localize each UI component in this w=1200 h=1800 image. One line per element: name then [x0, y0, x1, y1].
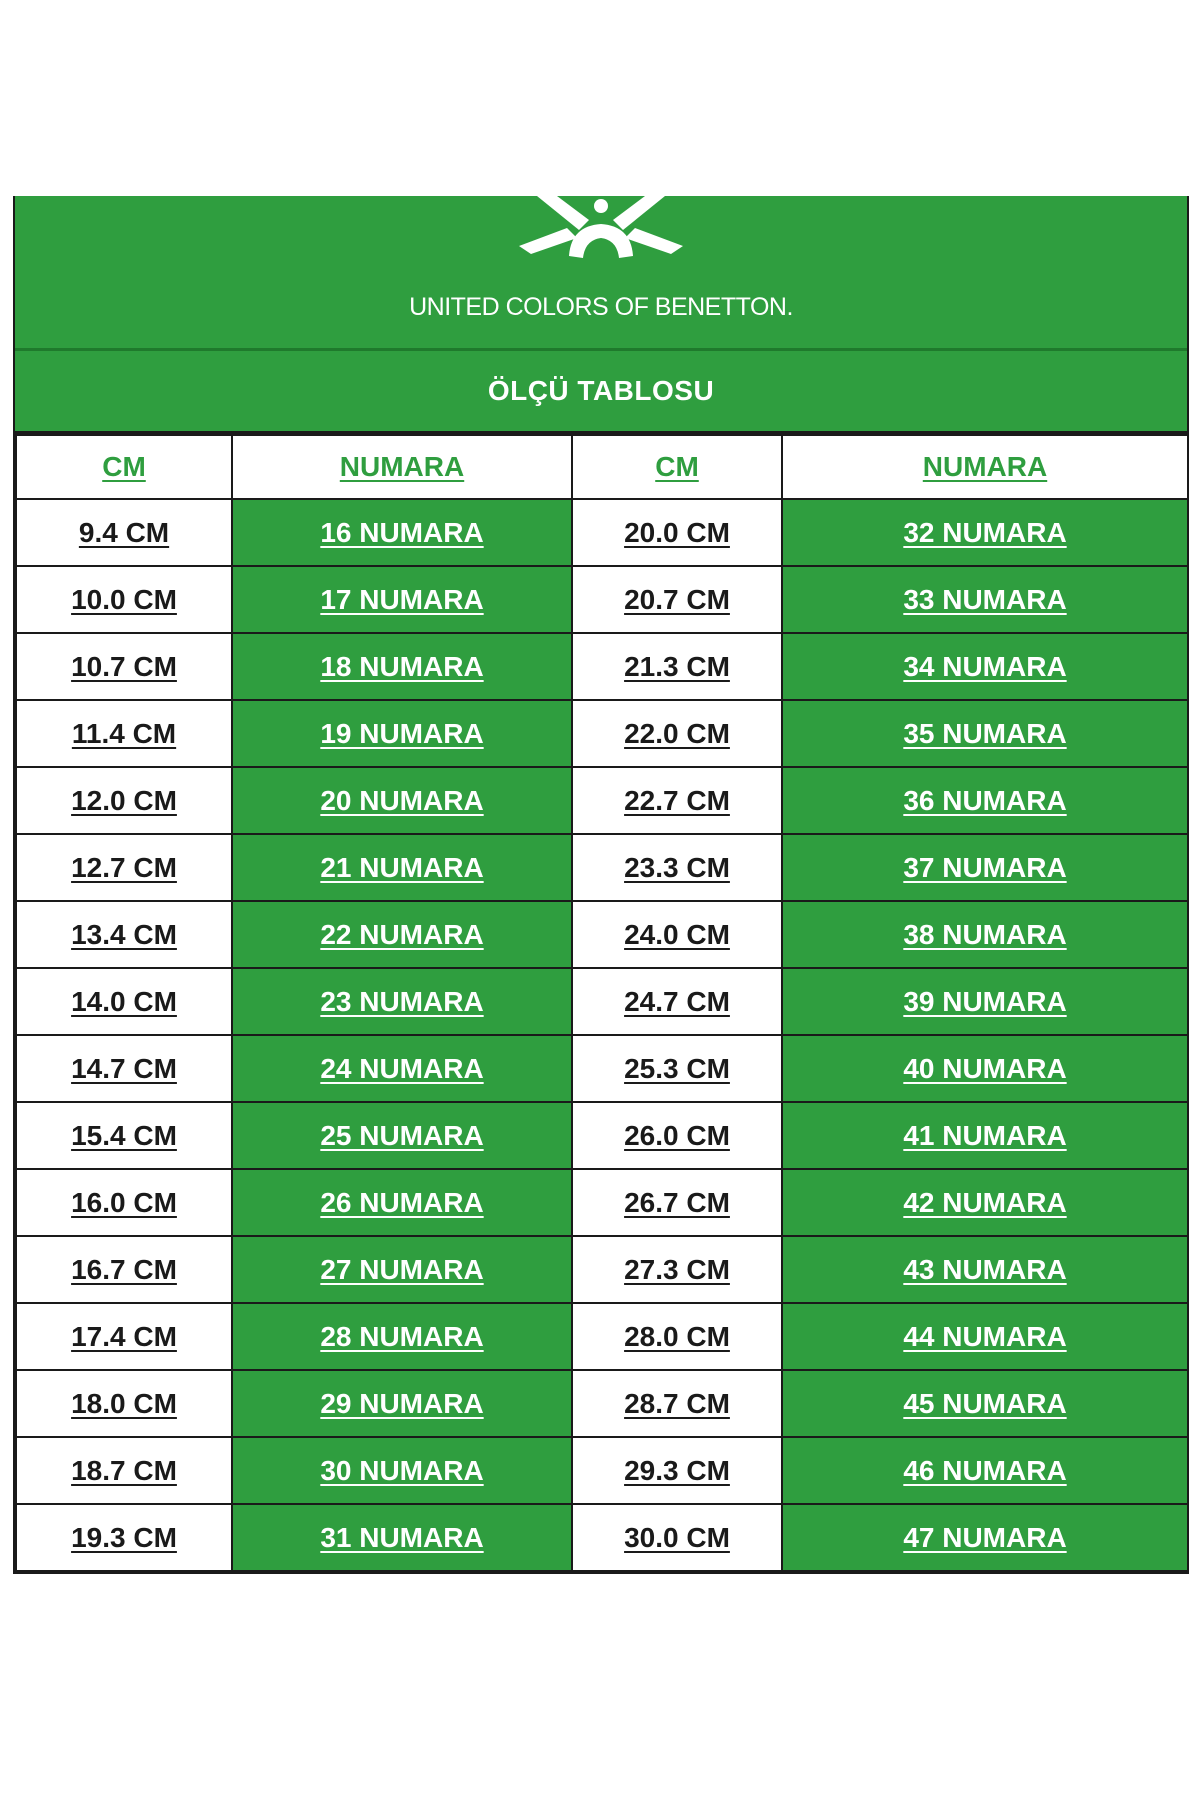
cell-cm-left: 9.4 CM [16, 499, 232, 566]
cell-cm-right: 25.3 CM [572, 1035, 782, 1102]
size-chart [13, 196, 1189, 1574]
cell-cm-right: 20.7 CM [572, 566, 782, 633]
brand-name: UNITED COLORS OF BENETTON. [409, 293, 793, 321]
table-title: ÖLÇÜ TABLOSU [487, 375, 715, 406]
cell-numara-left: 22 NUMARA [232, 901, 572, 968]
header-cm-2: CM [572, 435, 782, 499]
cell-numara-right: 45 NUMARA [782, 1370, 1188, 1437]
cell-cm-left: 13.4 CM [16, 901, 232, 968]
cell-numara-left: 24 NUMARA [232, 1035, 572, 1102]
table-row [16, 1303, 1188, 1370]
cell-cm-left: 14.7 CM [16, 1035, 232, 1102]
cell-cm-right: 24.0 CM [572, 901, 782, 968]
cell-cm-left: 16.7 CM [16, 1236, 232, 1303]
cell-numara-right: 32 NUMARA [782, 499, 1188, 566]
cell-cm-left: 12.0 CM [16, 767, 232, 834]
table-row [16, 767, 1188, 834]
size-table [15, 434, 1189, 1572]
cell-numara-right: 36 NUMARA [782, 767, 1188, 834]
cell-cm-right: 23.3 CM [572, 834, 782, 901]
title-bar [15, 351, 1187, 434]
cell-cm-right: 24.7 CM [572, 968, 782, 1035]
cell-cm-right: 30.0 CM [572, 1504, 782, 1571]
cell-numara-left: 16 NUMARA [232, 499, 572, 566]
cell-cm-right: 26.7 CM [572, 1169, 782, 1236]
cell-numara-right: 39 NUMARA [782, 968, 1188, 1035]
table-row [16, 901, 1188, 968]
header-row [16, 435, 1188, 499]
cell-cm-left: 14.0 CM [16, 968, 232, 1035]
cell-cm-right: 21.3 CM [572, 633, 782, 700]
cell-cm-right: 22.0 CM [572, 700, 782, 767]
cell-numara-left: 28 NUMARA [232, 1303, 572, 1370]
cell-numara-left: 20 NUMARA [232, 767, 572, 834]
table-row [16, 1504, 1188, 1571]
cell-numara-right: 43 NUMARA [782, 1236, 1188, 1303]
cell-cm-right: 20.0 CM [572, 499, 782, 566]
brand-header [15, 196, 1187, 351]
cell-numara-left: 30 NUMARA [232, 1437, 572, 1504]
cell-cm-left: 18.0 CM [16, 1370, 232, 1437]
table-row [16, 1169, 1188, 1236]
cell-cm-left: 19.3 CM [16, 1504, 232, 1571]
cell-numara-left: 21 NUMARA [232, 834, 572, 901]
cell-numara-right: 42 NUMARA [782, 1169, 1188, 1236]
cell-numara-left: 26 NUMARA [232, 1169, 572, 1236]
cell-numara-right: 44 NUMARA [782, 1303, 1188, 1370]
cell-numara-left: 27 NUMARA [232, 1236, 572, 1303]
cell-cm-right: 29.3 CM [572, 1437, 782, 1504]
cell-numara-right: 41 NUMARA [782, 1102, 1188, 1169]
cell-numara-right: 38 NUMARA [782, 901, 1188, 968]
cell-numara-right: 40 NUMARA [782, 1035, 1188, 1102]
cell-numara-right: 37 NUMARA [782, 834, 1188, 901]
cell-numara-left: 19 NUMARA [232, 700, 572, 767]
cell-numara-left: 18 NUMARA [232, 633, 572, 700]
benetton-knot-logo-icon [511, 196, 691, 278]
table-row [16, 1102, 1188, 1169]
table-row [16, 633, 1188, 700]
cell-cm-right: 28.7 CM [572, 1370, 782, 1437]
cell-cm-left: 18.7 CM [16, 1437, 232, 1504]
cell-cm-left: 11.4 CM [16, 700, 232, 767]
cell-numara-left: 17 NUMARA [232, 566, 572, 633]
cell-numara-left: 23 NUMARA [232, 968, 572, 1035]
table-row [16, 834, 1188, 901]
cell-cm-left: 12.7 CM [16, 834, 232, 901]
table-row [16, 1236, 1188, 1303]
table-row [16, 499, 1188, 566]
header-numara-1: NUMARA [232, 435, 572, 499]
table-row [16, 1035, 1188, 1102]
cell-numara-left: 25 NUMARA [232, 1102, 572, 1169]
cell-numara-right: 46 NUMARA [782, 1437, 1188, 1504]
cell-cm-left: 15.4 CM [16, 1102, 232, 1169]
cell-numara-left: 31 NUMARA [232, 1504, 572, 1571]
cell-cm-right: 22.7 CM [572, 767, 782, 834]
header-cm-1: CM [16, 435, 232, 499]
cell-numara-right: 34 NUMARA [782, 633, 1188, 700]
cell-cm-left: 17.4 CM [16, 1303, 232, 1370]
cell-cm-right: 26.0 CM [572, 1102, 782, 1169]
table-row [16, 968, 1188, 1035]
cell-numara-right: 33 NUMARA [782, 566, 1188, 633]
table-row [16, 700, 1188, 767]
cell-numara-right: 47 NUMARA [782, 1504, 1188, 1571]
cell-cm-right: 27.3 CM [572, 1236, 782, 1303]
cell-cm-right: 28.0 CM [572, 1303, 782, 1370]
table-row [16, 566, 1188, 633]
table-row [16, 1437, 1188, 1504]
table-row [16, 1370, 1188, 1437]
header-numara-2: NUMARA [782, 435, 1188, 499]
cell-cm-left: 10.7 CM [16, 633, 232, 700]
cell-cm-left: 16.0 CM [16, 1169, 232, 1236]
cell-numara-left: 29 NUMARA [232, 1370, 572, 1437]
cell-numara-right: 35 NUMARA [782, 700, 1188, 767]
cell-cm-left: 10.0 CM [16, 566, 232, 633]
